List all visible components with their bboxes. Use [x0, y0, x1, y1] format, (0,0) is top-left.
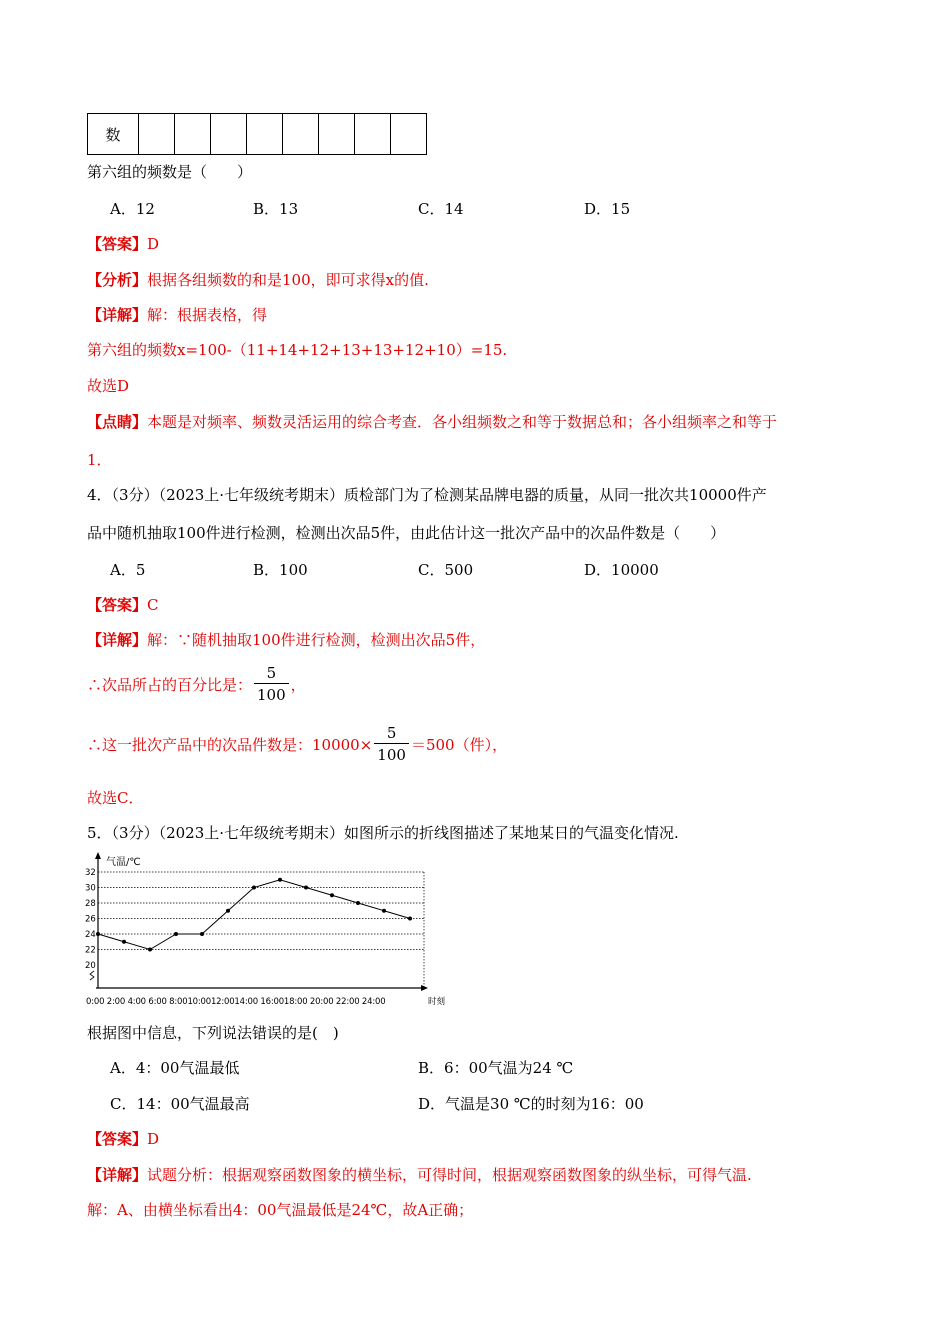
q4-choose: 故选C． — [87, 789, 144, 807]
axis-break-mark — [90, 971, 94, 980]
q3-calculation: 第六组的频数x=100-（11+14+12+13+13+12+10）=15. — [87, 341, 508, 359]
q4-stem-line2: 品中随机抽取100件进行检测，检测出次品5件，由此估计这一批次产品中的次品件数是（ ） — [87, 524, 726, 542]
q4-option-b: B．100 — [253, 561, 308, 579]
q5-detail: 【详解】试题分析：根据观察函数图象的横坐标，可得时间，根据观察函数图象的纵坐标，可得气温. — [87, 1166, 752, 1184]
q4-detail: 【详解】解：∵随机抽取100件进行检测，检测出次品5件， — [87, 631, 486, 649]
frequency-table — [87, 113, 427, 155]
data-point-16:00 — [304, 886, 308, 890]
fraction: $\frac{5}{100}$ — [254, 663, 289, 706]
q3-answer: 【答案】D — [87, 235, 160, 253]
q3-choose: 故选D — [87, 377, 130, 395]
data-point-4:00 — [148, 948, 152, 952]
q5-option-b: B．6：00气温为24 ℃ — [418, 1059, 574, 1077]
table-cell — [247, 114, 283, 155]
q4-percent-line: ∴次品所占的百分比是： $\frac{5}{100}$ ， — [87, 664, 306, 704]
data-point-10:00 — [226, 909, 230, 913]
q3-question: 第六组的频数是（ ） — [87, 163, 253, 181]
fraction: $\frac{5}{100}$ — [374, 723, 409, 766]
data-point-8:00 — [200, 932, 204, 936]
q4-option-a: A．5 — [110, 561, 146, 579]
data-point-22:00 — [382, 909, 386, 913]
table-header-cell: 数 — [88, 114, 139, 155]
q3-comment-end: 1． — [87, 451, 112, 469]
table-cell — [391, 114, 427, 155]
table-cell — [139, 114, 175, 155]
y-tick-label: 26 — [85, 914, 96, 925]
data-point-14:00 — [278, 878, 282, 882]
q5-answer: 【答案】D — [87, 1130, 160, 1148]
q5-option-d: D．气温是30 ℃的时刻为16：00 — [418, 1095, 644, 1113]
data-point-2:00 — [122, 940, 126, 944]
q3-detail: 【详解】解：根据表格，得 — [87, 306, 268, 324]
q5-question: 根据图中信息，下列说法错误的是( ) — [87, 1024, 339, 1042]
table-cell — [319, 114, 355, 155]
table-row — [88, 114, 427, 155]
x-tick-labels: 0:00 2:00 4:00 6:00 8:0010:0012:0014:00 16:0018:00 20:00 22:00 24:00 — [86, 997, 386, 1007]
table-cell — [175, 114, 211, 155]
y-tick-label: 30 — [85, 883, 96, 894]
q3-option-d: D．15 — [584, 200, 631, 218]
q3-option-c: C．14 — [418, 200, 464, 218]
q3-analysis: 【分析】根据各组频数的和是100，即可求得x的值. — [87, 271, 429, 289]
table-cell — [211, 114, 247, 155]
q3-option-b: B．13 — [253, 200, 299, 218]
q5-option-a: A．4：00气温最低 — [110, 1059, 240, 1077]
y-axis-label: 气温/℃ — [106, 857, 141, 868]
q4-answer: 【答案】C — [87, 596, 159, 614]
x-axis-label: 时刻 — [428, 997, 446, 1007]
temperature-line-chart — [84, 850, 454, 1007]
data-point-18:00 — [330, 893, 334, 897]
y-tick-label: 28 — [85, 899, 96, 909]
y-tick-label: 32 — [85, 868, 96, 878]
q5-solution: 解：A、由横坐标看出4：00气温最低是24℃，故A正确； — [87, 1201, 474, 1219]
q4-option-d: D．10000 — [584, 561, 659, 579]
data-point-0:00 — [96, 932, 100, 936]
data-point-6:00 — [174, 932, 178, 936]
table-cell — [355, 114, 391, 155]
y-tick-label: 22 — [85, 945, 96, 956]
q3-option-a: A．12 — [110, 200, 155, 218]
table-cell — [283, 114, 319, 155]
q4-stem-line1: 4．（3分）（2023上·七年级统考期末）质检部门为了检测某品牌电器的质量，从同一批次共10000件产 — [87, 486, 767, 504]
y-tick-label: 20 — [85, 961, 96, 971]
x-axis-arrow — [421, 985, 428, 991]
y-tick-label: 24 — [85, 930, 96, 940]
data-point-12:00 — [252, 886, 256, 890]
q5-option-c: C．14：00气温最高 — [110, 1095, 250, 1113]
data-point-20:00 — [356, 901, 360, 905]
q5-stem: 5．（3分）（2023上·七年级统考期末）如图所示的折线图描述了某地某日的气温变化情况. — [87, 824, 679, 842]
y-axis-arrow — [95, 852, 101, 859]
q4-option-c: C．500 — [418, 561, 474, 579]
q3-comment: 【点睛】本题是对频率、频数灵活运用的综合考查．各小组频数之和等于数据总和；各小组频率之和等于 — [87, 413, 778, 431]
q4-count-line: ∴这一批次产品中的次品件数是：10000× $\frac{5}{100}$ ＝500（件）， — [87, 724, 508, 764]
series-line — [98, 880, 410, 950]
data-point-24:00 — [408, 917, 412, 921]
